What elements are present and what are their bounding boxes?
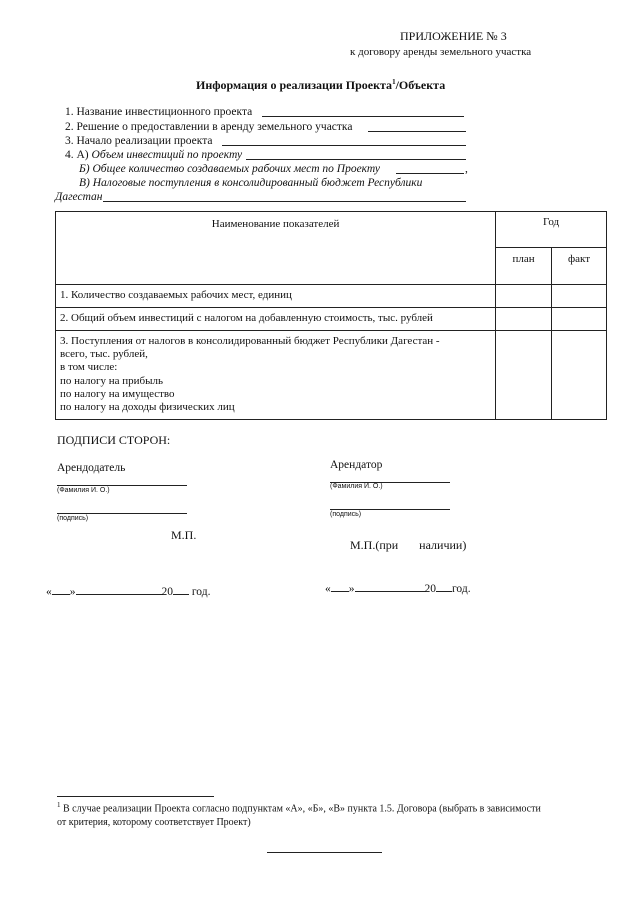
date-suffix: год.: [191, 586, 211, 598]
title-main: Информация о реализации Проекта: [196, 78, 393, 92]
table-row: [56, 285, 607, 308]
date-century: 20: [161, 586, 173, 598]
lessor-date: [46, 585, 210, 599]
item-investment-text: Объем инвестиций по проекту: [91, 149, 243, 161]
table-row: [56, 308, 607, 331]
item-project-name-line: [262, 116, 464, 117]
lessor-fio-line[interactable]: [57, 485, 187, 486]
item-project-start: 3. Начало реализации проекта: [65, 135, 213, 147]
date-year-field[interactable]: [173, 594, 189, 595]
header-indicator-name: Наименование показателей: [56, 212, 496, 285]
date-quote-open: «: [46, 586, 52, 598]
header-year: Год: [496, 212, 607, 248]
lessee-label: Арендатор: [330, 459, 383, 471]
date-suffix: год.: [452, 583, 471, 595]
appendix-label: ПРИЛОЖЕНИЕ № 3: [400, 29, 507, 43]
lessor-sign-line[interactable]: [57, 513, 187, 514]
item-taxes-line: [103, 201, 466, 202]
item-lease-decision-line: [368, 131, 466, 132]
row-investment-fact[interactable]: [552, 308, 607, 331]
row-tax-line: 3. Поступления от налогов в консолидированный бюджет Республики Дагестан -: [60, 335, 440, 347]
title-suffix: /Объекта: [395, 78, 446, 92]
row-investment-total: 2. Общий объем инвестиций с налогом на добавленную стоимость, тыс. рублей: [56, 308, 496, 331]
lessee-date: [325, 582, 471, 596]
lessee-fio-caption: (Фамилия И. О.): [330, 483, 383, 490]
bottom-rule: [267, 852, 382, 853]
item-lease-decision: 2. Решение о предоставлении в аренду земельного участка: [65, 121, 353, 133]
item-jobs-comma: ,: [465, 163, 468, 175]
date-day-field[interactable]: [52, 594, 70, 595]
title-footnote-mark: 1: [392, 78, 396, 86]
signatures-heading: ПОДПИСИ СТОРОН:: [57, 433, 171, 447]
appendix-subtitle: к договору аренды земельного участка: [350, 46, 532, 58]
date-quote-open: «: [325, 583, 331, 595]
footnote-line: [57, 801, 541, 816]
footnote-separator: [57, 796, 214, 797]
row-jobs-plan[interactable]: [496, 285, 552, 308]
document-title: [196, 78, 445, 93]
lessor-sign-caption: (подпись): [57, 515, 89, 522]
footnote-line: от критерия, которому соответствует Проект): [57, 816, 251, 828]
row-jobs-count: 1. Количество создаваемых рабочих мест, единиц: [56, 285, 496, 308]
table-row: [56, 331, 607, 420]
date-year-field[interactable]: [436, 591, 452, 592]
lessee-sign-caption: (подпись): [330, 511, 362, 518]
row-tax-line: в том числе:: [60, 361, 118, 374]
item-jobs: Б) Общее количество создаваемых рабочих мест по Проекту: [79, 163, 381, 175]
date-month-field[interactable]: [355, 591, 425, 592]
item-taxes: В) Налоговые поступления в консолидированный бюджет Республики: [79, 177, 423, 189]
row-tax-fact[interactable]: [552, 331, 607, 420]
header-fact: факт: [552, 247, 607, 284]
date-quote-close: »: [69, 586, 76, 598]
footnote-text: В случае реализации Проекта согласно подпунктам «А», «Б», «В» пункта 1.5. Договора (выбрать в зависимости: [63, 803, 541, 815]
item-jobs-line: [396, 173, 464, 174]
footnote: [57, 801, 541, 829]
date-day-field[interactable]: [331, 591, 349, 592]
header-plan: план: [496, 247, 552, 284]
date-century: 20: [424, 583, 436, 595]
item-investment-line: [246, 159, 466, 160]
item-investment: [65, 148, 242, 162]
row-investment-plan[interactable]: [496, 308, 552, 331]
lessor-stamp: М.П.: [171, 528, 197, 542]
item-taxes-cont: Дагестан: [55, 191, 103, 203]
lessor-label: Арендодатель: [57, 462, 126, 474]
row-tax-line: по налогу на прибыль: [60, 374, 164, 387]
lessee-sign-line[interactable]: [330, 509, 450, 510]
lessee-stamp: М.П.(при наличии): [350, 538, 467, 552]
table-header-row: [56, 212, 607, 248]
item-investment-prefix: 4. А): [65, 149, 89, 161]
item-project-name: 1. Название инвестиционного проекта: [65, 106, 253, 118]
indicators-table: [55, 211, 607, 420]
date-quote-close: »: [348, 583, 355, 595]
row-tax-line: по налогу на имущество: [60, 387, 175, 400]
date-month-field[interactable]: [76, 594, 162, 595]
row-jobs-fact[interactable]: [552, 285, 607, 308]
row-tax-line: всего, тыс. рублей,: [60, 348, 148, 361]
item-project-start-line: [222, 145, 466, 146]
footnote-mark: 1: [57, 801, 61, 809]
row-tax-line: по налогу на доходы физических лиц: [60, 400, 235, 413]
row-tax-plan[interactable]: [496, 331, 552, 420]
row-tax-receipts: [56, 331, 496, 420]
lessor-fio-caption: (Фамилия И. О.): [57, 487, 110, 494]
